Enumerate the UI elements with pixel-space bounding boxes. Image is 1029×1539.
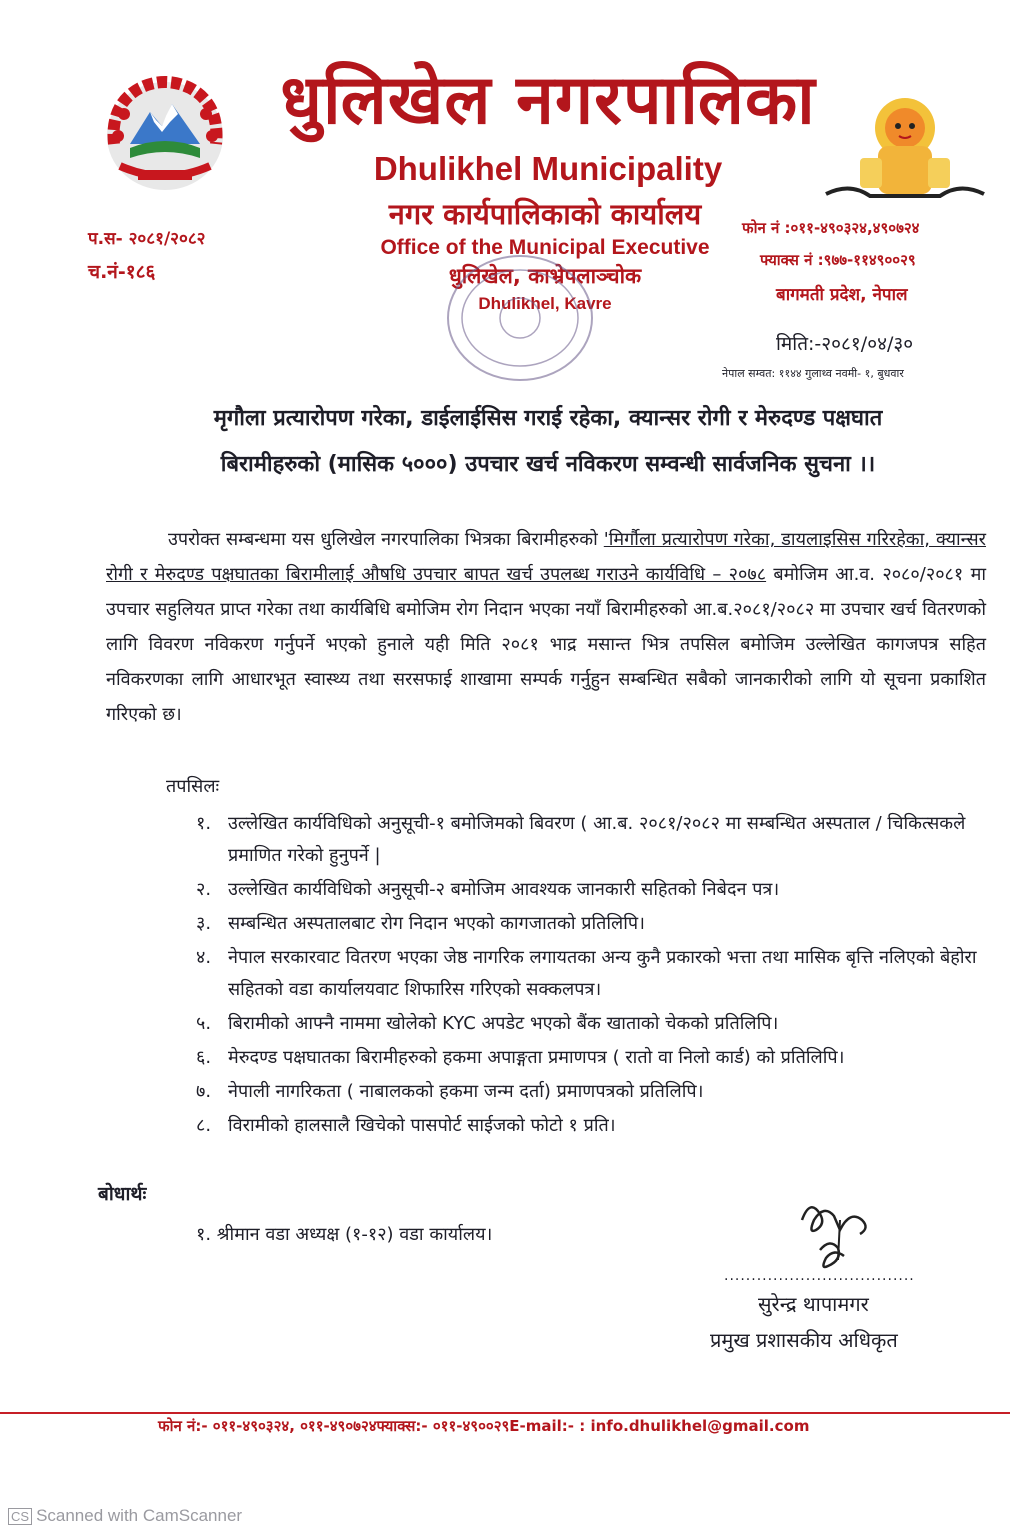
office-name-english: Office of the Municipal Executive bbox=[380, 236, 710, 259]
cc-heading: बोधार्थः bbox=[98, 1183, 147, 1205]
address-english: Dhulikhel, Kavre bbox=[478, 294, 612, 313]
cc-item: १. श्रीमान वडा अध्यक्ष (१-१२) वडा कार्यालय। bbox=[196, 1224, 493, 1245]
subject-line-2: बिरामीहरुको (मासिक ५०००) उपचार खर्च नविकरण सम्वन्धी सार्वजनिक सुचना ।। bbox=[220, 452, 876, 477]
signature-line: ................................... bbox=[724, 1268, 915, 1284]
address-nepali: धुलिखेल, काभ्रेपलाञ्चोक bbox=[448, 264, 642, 288]
footer-divider bbox=[0, 1412, 1010, 1414]
notice-date: मिति:-२०८१/०४/३० bbox=[776, 333, 914, 355]
municipality-title-english: Dhulikhel Municipality bbox=[373, 150, 723, 187]
camscanner-logo-icon: CS bbox=[8, 1508, 32, 1525]
notice-body bbox=[106, 522, 986, 732]
office-stamp-icon bbox=[440, 248, 600, 388]
body-lead: उपरोक्त सम्बन्धमा यस धुलिखेल नगरपालिका भित्रका बिरामीहरुको bbox=[168, 529, 604, 550]
list-item: ७. नेपाली नागरिकता ( नाबालकको हकमा जन्म दर्ता) प्रमाणपत्रको प्रतिलिपि। bbox=[196, 1081, 704, 1102]
province-label: बागमती प्रदेश, नेपाल bbox=[776, 285, 908, 305]
reference-number: प.स- २०८१/२०८२ bbox=[88, 229, 206, 249]
header-fax: फ्याक्स नं :९७७-११४९००२९ bbox=[760, 251, 916, 269]
footer-contact: फोन नं:- ०११-४९०३२४, ०११-४९०७२४फ्याक्स:- ०११-४९००२९E-mail:- : info.dhulikhel@gmail.com bbox=[158, 1417, 810, 1435]
list-item: ४. नेपाल सरकारवाट वितरण भएका जेष्ठ नागरिक लगायतका अन्य कुनै प्रकारको भत्ता तथा मासिक बृत्ति नलिएको बेहोरा सहितको वडा कार्यालयवाट शिफारिस गरिएको सक्कलपत्र। bbox=[196, 947, 977, 1000]
signatory-name: सुरेन्द्र थापामगर bbox=[758, 1292, 869, 1316]
header-phone: फोन नं :०११-४९०३२४,४९०७२४ bbox=[742, 219, 920, 237]
list-item: ५. बिरामीको आफ्नै नाममा खोलेको KYC अपडेट भएको बैंक खाताको चेकको प्रतिलिपि। bbox=[196, 1013, 779, 1034]
list-item: ८. विरामीको हालसालै खिचेको पासपोर्ट साईजको फोटो १ प्रति। bbox=[196, 1115, 616, 1136]
scanner-watermark bbox=[8, 1506, 242, 1526]
list-item: ३. सम्बन्धित अस्पतालबाट रोग निदान भएको कागजातको प्रतिलिपि। bbox=[196, 913, 645, 934]
list-item: २. उल्लेखित कार्यविधिको अनुसूची-२ बमोजिम आवश्यक जानकारी सहितको निबेदन पत्र। bbox=[196, 879, 780, 900]
notice-subject bbox=[108, 396, 988, 488]
list-item: १. उल्लेखित कार्यविधिको अनुसूची-१ बमोजिमको बिवरण ( आ.ब. २०८१/२०८२ मा सम्बन्धित अस्पताल / चिकित्सकले प्रमाणित गरेको हुनुपर्ने | bbox=[196, 813, 966, 866]
office-name-nepali: नगर कार्यपालिकाको कार्यालय bbox=[388, 197, 702, 231]
body-rest: बमोजिम आ.व. २०८०/२०८१ मा उपचार सहुलियत प्राप्त गरेका तथा कार्यबिधि बमोजिम रोग निदान भएका नयाँ बिरामीहरुको आ.ब.२०८१/२०८२ मा उपचार खर्च वितरणको लागि विवरण नविकरण गर्नुपर्ने भएको हुनाले यही मिति २०८१ भाद्र मसान्त भित्र तपसिल बमोजिम उल्लेखित कागजपत्र सहित नविकरणका लागि आधारभूत स्वास्थ्य तथा सरसफाई शाखामा सम्पर्क गर्नुहुन सम्बन्धित सबैको जानकारीको लागि यो सूचना प्रकाशित गरिएको छ। bbox=[106, 564, 986, 725]
nepal-sambat-date: नेपाल सम्वत: ११४४ गुलाथ्व नवमी- १, बुधवार bbox=[722, 367, 904, 380]
required-documents-list bbox=[196, 808, 986, 1144]
details-heading: तपसिलः bbox=[166, 776, 220, 797]
procedure-title: 'मिर्गौला प्रत्यारोपण गरेका, डायलाइसिस गरिरहेका, क्यान्सर रोगी र मेरुदण्ड पक्षघातका बिरामीलाई औषधि उपचार बापत खर्च उपलब्ध गराउने कार्यविधि – २०७८ bbox=[106, 529, 987, 585]
municipality-title-nepali: धुलिखेल नगरपालिका bbox=[280, 60, 816, 140]
dispatch-number: च.नं-१८६ bbox=[88, 261, 156, 283]
list-item: ६. मेरुदण्ड पक्षघातका बिरामीहरुको हकमा अपाङ्गता प्रमाणपत्र ( रातो वा निलो कार्ड) को प्रतिलिपि। bbox=[196, 1047, 845, 1068]
deity-emblem-icon bbox=[820, 96, 990, 216]
signatory-title: प्रमुख प्रशासकीय अधिकृत bbox=[710, 1328, 898, 1352]
nepal-emblem-icon bbox=[100, 74, 230, 194]
subject-line-1: मृगौला प्रत्यारोपण गरेका, डाईलाईसिस गराई रहेका, क्यान्सर रोगी र मेरुदण्ड पक्षघात bbox=[213, 406, 883, 431]
scanner-text: Scanned with CamScanner bbox=[36, 1506, 243, 1525]
